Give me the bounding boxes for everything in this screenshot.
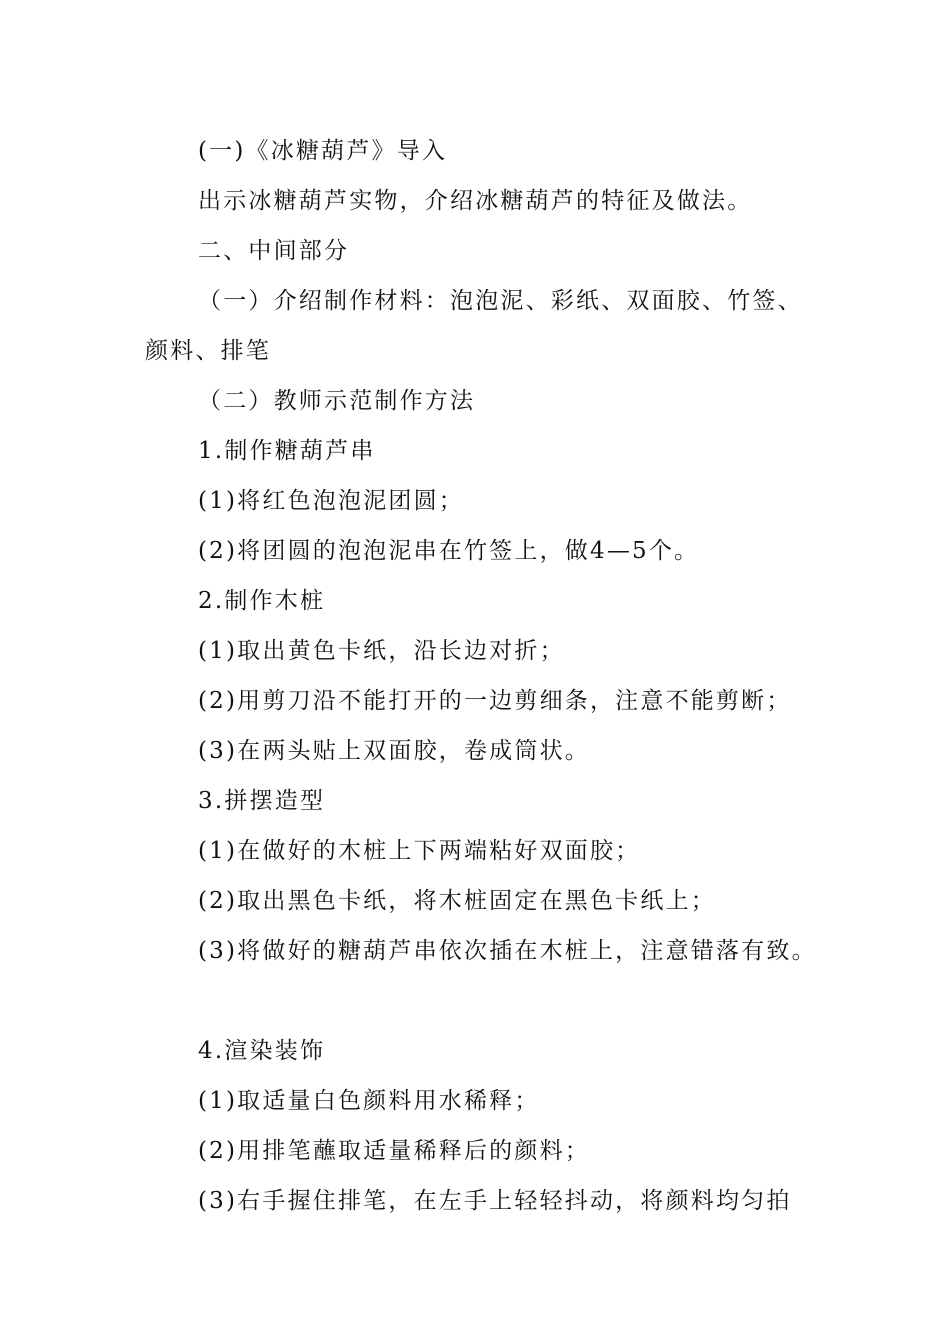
- step-item: (2)取出黑色卡纸，将木桩固定在黑色卡纸上；: [198, 888, 716, 914]
- step-heading: 1.制作糖葫芦串: [198, 438, 376, 464]
- step-heading: 2.制作木桩: [198, 588, 326, 614]
- step-item: (3)右手握住排笔，在左手上轻轻抖动，将颜料均匀拍: [198, 1188, 792, 1214]
- step-item: (1)在做好的木桩上下两端粘好双面胶；: [198, 838, 641, 864]
- step-item: (1)将红色泡泡泥团圆；: [198, 488, 464, 514]
- section-heading: (一)《冰糖葫芦》导入: [198, 138, 448, 164]
- step-heading: 3.拼摆造型: [198, 788, 326, 814]
- step-heading: 4.渲染装饰: [198, 1038, 326, 1064]
- step-item: (2)用剪刀沿不能打开的一边剪细条，注意不能剪断；: [198, 688, 792, 714]
- section-heading: （二）教师示范制作方法: [198, 388, 476, 414]
- step-item: (3)在两头贴上双面胶，卷成筒状。: [198, 738, 590, 764]
- step-item: (1)取适量白色颜料用水稀释；: [198, 1088, 540, 1114]
- paragraph: （一）介绍制作材料：泡泡泥、彩纸、双面胶、竹签、: [198, 288, 803, 314]
- paragraph-continuation: 颜料、排笔: [145, 338, 271, 364]
- section-heading: 二、中间部分: [198, 238, 350, 264]
- step-item: (1)取出黄色卡纸，沿长边对折；: [198, 638, 565, 664]
- step-item: (2)将团圆的泡泡泥串在竹签上，做4—5个。: [198, 538, 700, 564]
- step-item: (2)用排笔蘸取适量稀释后的颜料；: [198, 1138, 590, 1164]
- step-item: (3)将做好的糖葫芦串依次插在木桩上，注意错落有致。: [198, 938, 817, 964]
- paragraph: 出示冰糖葫芦实物，介绍冰糖葫芦的特征及做法。: [198, 188, 753, 214]
